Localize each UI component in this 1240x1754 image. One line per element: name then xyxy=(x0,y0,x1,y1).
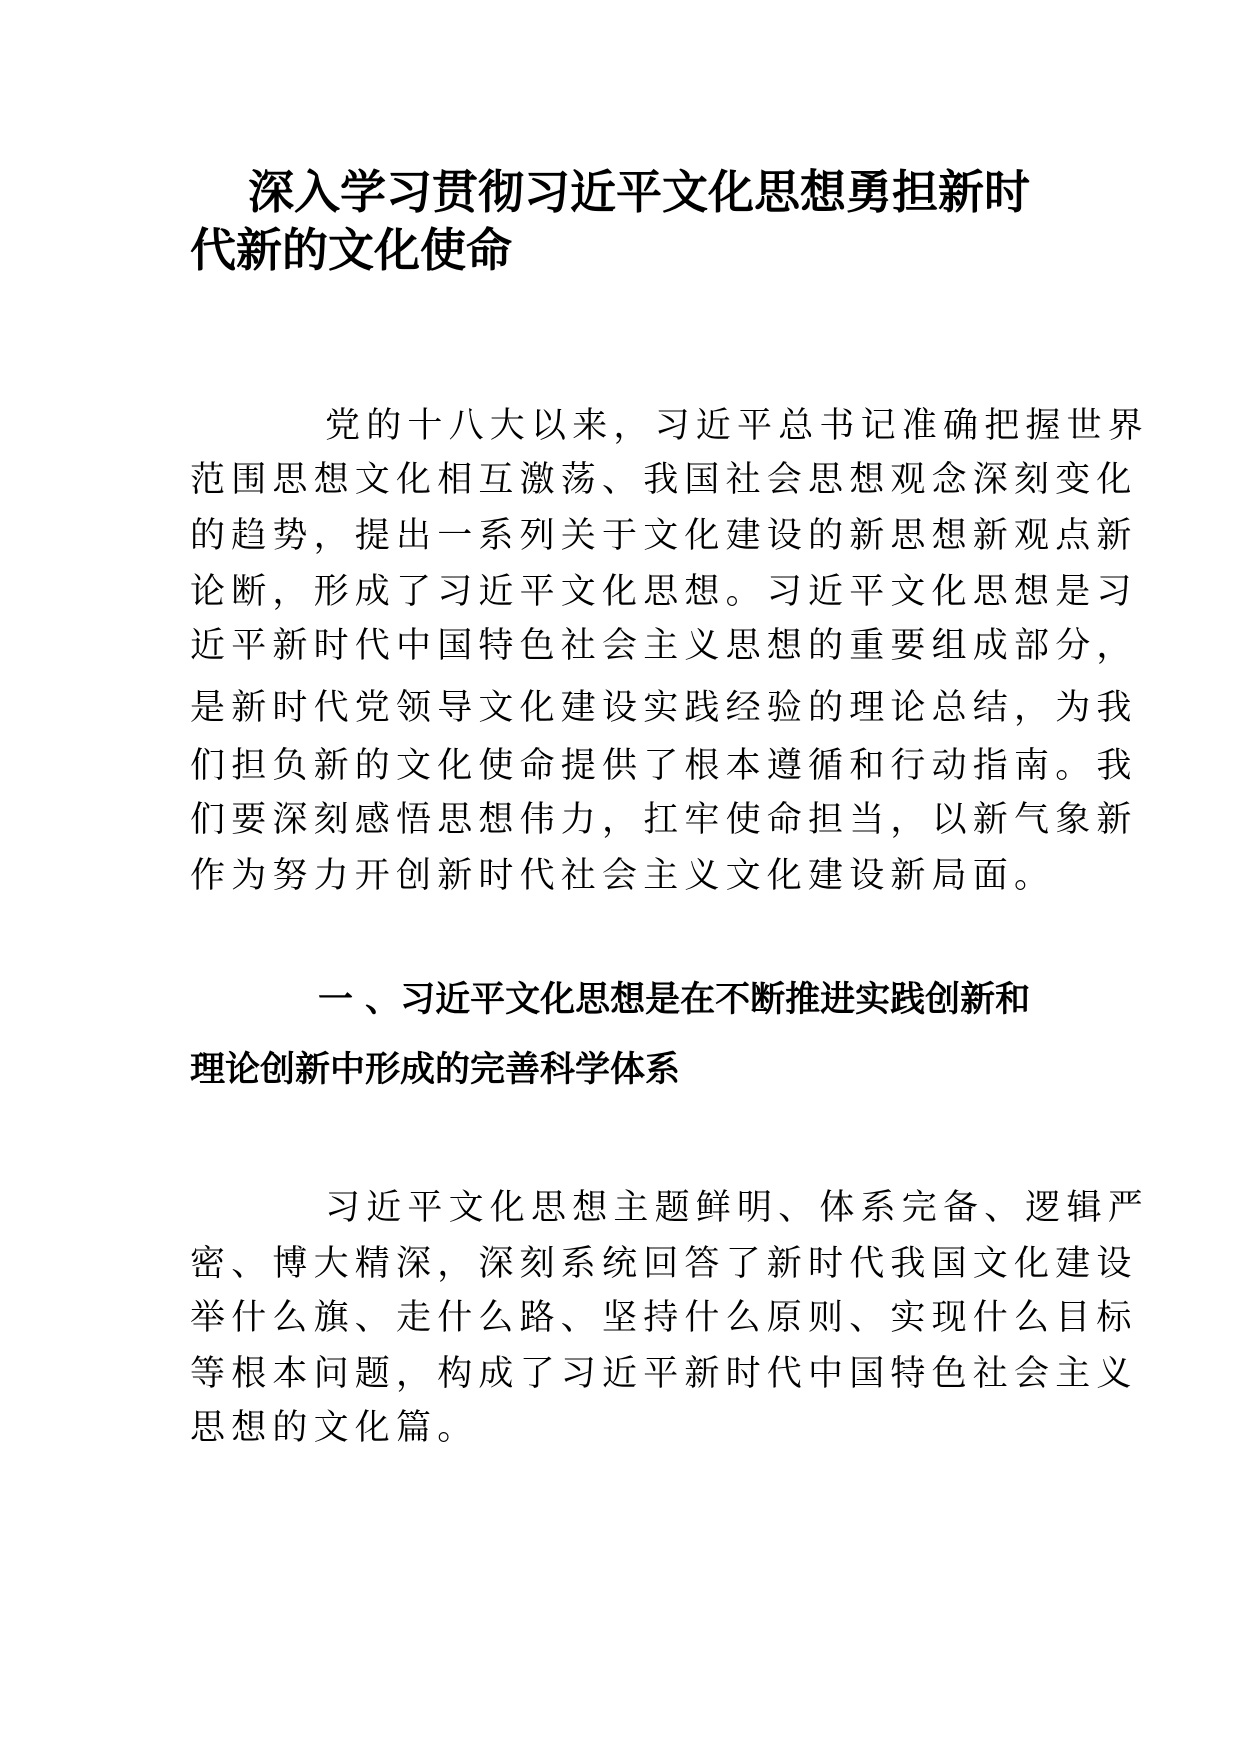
title-line: 代新的文化使命 xyxy=(190,223,512,277)
paragraph-line: 的趋势，提出一系列关于文化建设的新思想新观点新 xyxy=(190,516,1138,556)
paragraph-line: 们担负新的文化使命提供了根本遵循和行动指南。我 xyxy=(190,746,1138,786)
section-heading-line: 理论创新中形成的完善科学体系 xyxy=(190,1050,681,1090)
paragraph-line: 论断，形成了习近平文化思想。习近平文化思想是习 xyxy=(190,572,1138,612)
paragraph-line: 是新时代党领导文化建设实践经验的理论总结，为我 xyxy=(190,688,1138,728)
paragraph-line: 习近平文化思想主题鲜明、体系完备、逻辑严 xyxy=(325,1188,1150,1228)
paragraph-line: 范围思想文化相互激荡、我国社会思想观念深刻变化 xyxy=(190,460,1138,500)
section-heading-line: 一 、习近平文化思想是在不断推进实践创新和 xyxy=(318,980,1031,1020)
paragraph-line: 密、博大精深，深刻系统回答了新时代我国文化建设 xyxy=(190,1244,1138,1284)
paragraph-line: 近平新时代中国特色社会主义思想的重要组成部分， xyxy=(190,626,1138,666)
paragraph-line: 等根本问题，构成了习近平新时代中国特色社会主义 xyxy=(190,1354,1138,1394)
paragraph-line: 们要深刻感悟思想伟力，扛牢使命担当，以新气象新 xyxy=(190,800,1138,840)
paragraph-line: 思想的文化篇。 xyxy=(190,1408,479,1448)
paragraph-line: 举什么旗、走什么路、坚持什么原则、实现什么目标 xyxy=(190,1298,1138,1338)
paragraph-line: 作为努力开创新时代社会主义文化建设新局面。 xyxy=(190,856,1056,896)
paragraph-line: 党的十八大以来，习近平总书记准确把握世界 xyxy=(325,406,1150,446)
title-line: 深入学习贯彻习近平文化思想勇担新时 xyxy=(248,165,1030,219)
